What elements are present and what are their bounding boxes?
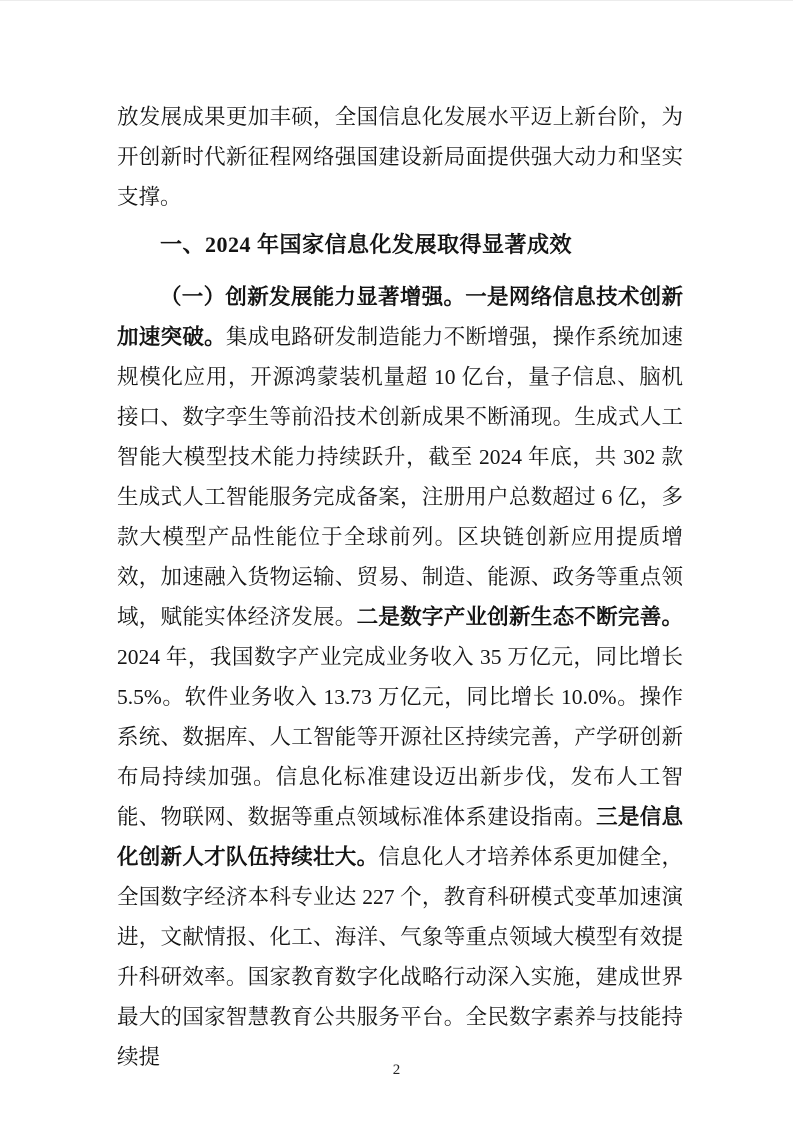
text-run-talent: 信息化人才培养体系更加健全，全国数字经济本科专业达 227 个，教育科研模式变革加速演进，文献情报、化工、海洋、气象等重点领域大模型有效提升科研效率。国家教育数字化战略行动深入实施，建成世界最大的国家智慧教育公共服务平台。全民数字素养与技能持续提 <box>117 845 683 1069</box>
bold-run-point-three: 三是信息化创新人才队伍持续壮大。 <box>117 805 683 869</box>
bold-run-point-two: 二是数字产业创新生态不断完善。 <box>356 605 683 629</box>
bold-run-point-one: （一）创新发展能力显著增强。一是网络信息技术创新加速突破。 <box>117 285 683 349</box>
section-heading: 一、2024 年国家信息化发展取得显著成效 <box>160 232 573 257</box>
document-body <box>117 97 683 1077</box>
intro-continuation-paragraph: 放发展成果更加丰硕，全国信息化发展水平迈上新台阶，为开创新时代新征程网络强国建设新局面提供强大动力和坚实支撑。 <box>117 105 683 209</box>
section-paragraph <box>117 277 683 1077</box>
text-run-tech-innovation: 集成电路研发制造能力不断增强，操作系统加速规模化应用，开源鸿蒙装机量超 10 亿台，量子信息、脑机接口、数字孪生等前沿技术创新成果不断涌现。生成式人工智能大模型技术能力持续跃升，截至 2024 年底，共 302 款生成式人工智能服务完成备案，注册用户总数超过 6 亿，多款大模型产品性能位于全球前列。区块链创新应用提质增效，加速融入货物运输、贸易、制造、能源、政务等重点领域，赋能实体经济发展。 <box>117 325 683 629</box>
text-run-digital-industry: 2024 年，我国数字产业完成业务收入 35 万亿元，同比增长 5.5%。软件业务收入 13.73 万亿元，同比增长 10.0%。操作系统、数据库、人工智能等开源社区持续完善，产学研创新布局持续加强。信息化标准建设迈出新步伐，发布人工智能、物联网、数据等重点领域标准体系建设指南。 <box>117 645 683 829</box>
page-number: 2 <box>392 1062 401 1078</box>
